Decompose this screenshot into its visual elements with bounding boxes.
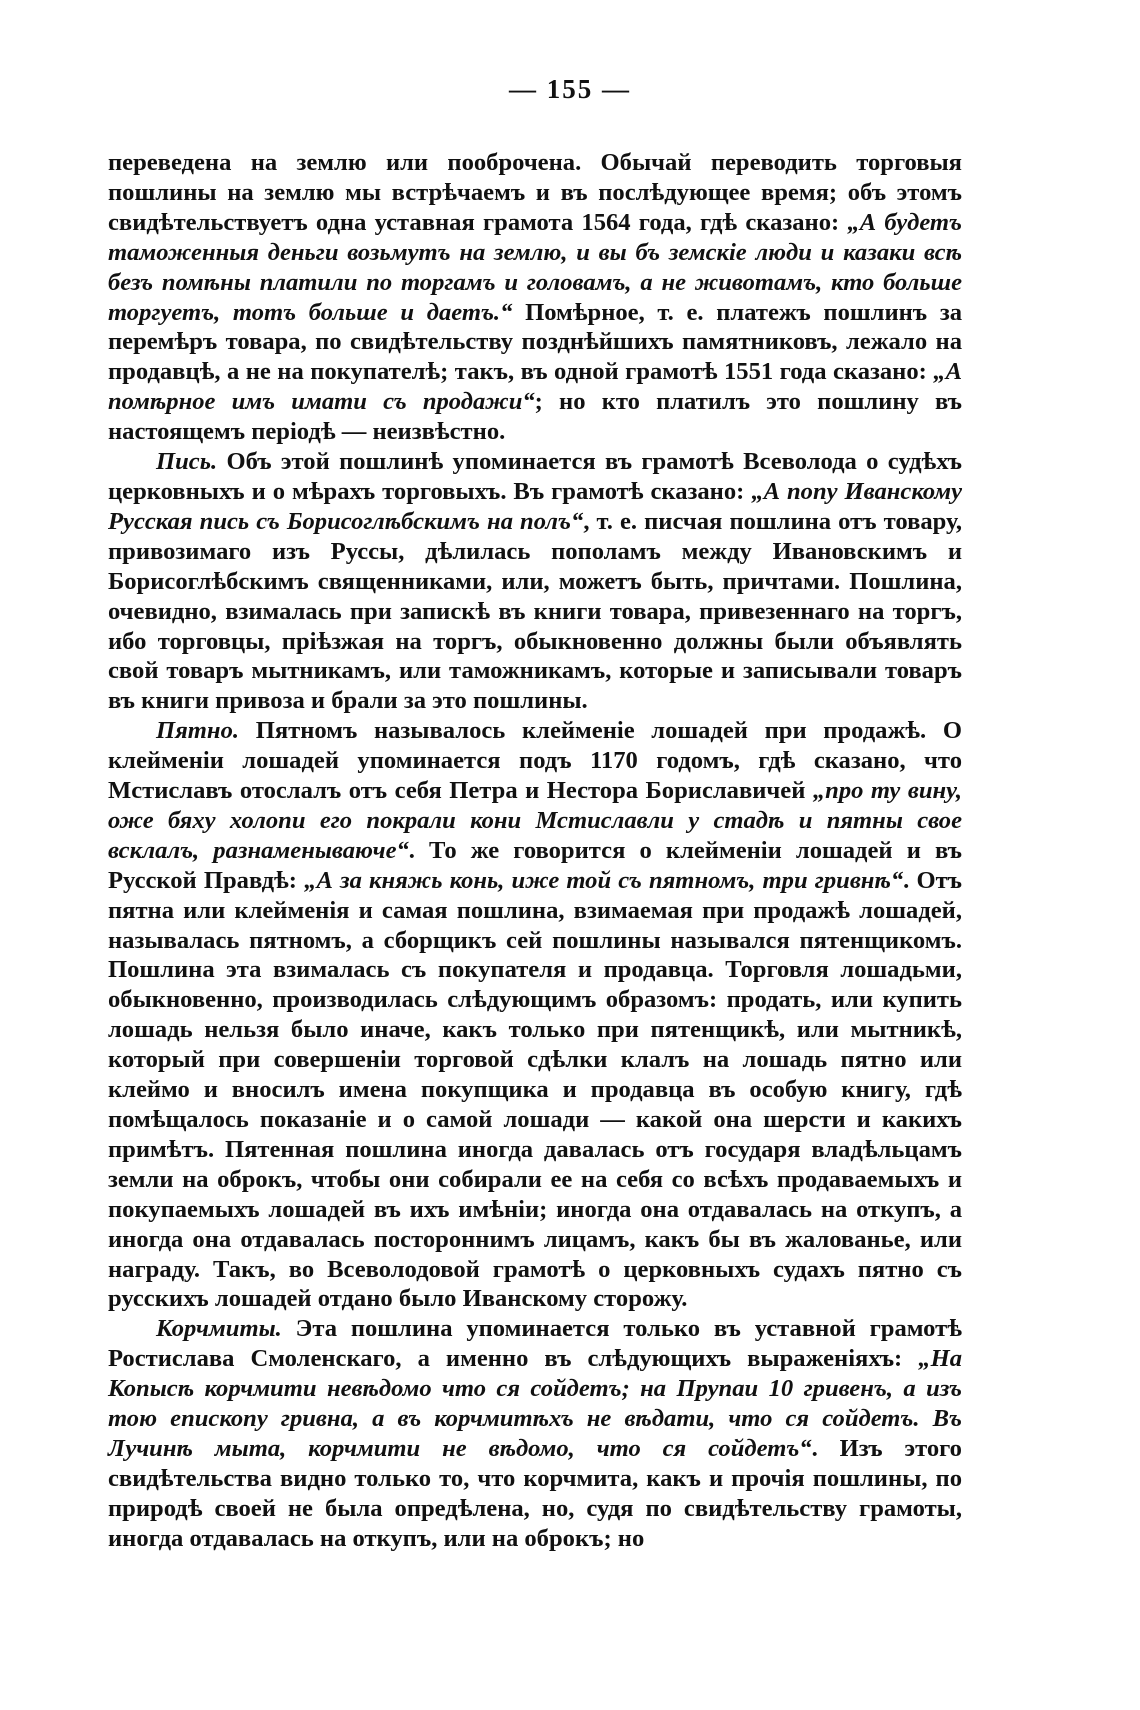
quotation: „А помѣрное имъ имати съ продажи“ <box>108 358 962 416</box>
body-text-run: Пятномъ называлось клейменіе лошадей при продажѣ. О клейменіи лошадей упоминается подъ 1170 годомъ, гдѣ сказано, что Мстиславъ отослалъ отъ себя Петра и Нестора Бориславичей <box>108 717 962 805</box>
paragraph <box>108 148 962 447</box>
body-text-run: Эта пошлина упоминается только въ уставной грамотѣ Ростислава Смоленскаго, а именно въ слѣдующихъ выраженіяхъ: <box>108 1315 962 1373</box>
section-term: Корчмиты. <box>156 1315 282 1343</box>
section-term: Пятно. <box>156 717 240 745</box>
quotation: „А за княжь конь, иже той съ пятномъ, три гривнѣ“ <box>304 866 904 894</box>
paragraph <box>108 447 962 716</box>
body-text-run: Объ этой пошлинѣ упоминается въ грамотѣ Всеволода о судѣхъ церковныхъ и о мѣрахъ торговыхъ. Въ грамотѣ сказано: <box>108 448 962 505</box>
body-text-run: . Изъ этого свидѣтельства видно только то, что корчмита, какъ и прочія пошлины, по природѣ своей не была опредѣлена, но, судя по свидѣтельству грамоты, иногда отдавалась на откупъ, или на оброкъ; но <box>108 1434 962 1552</box>
section-term: Пись. <box>156 448 218 476</box>
body-text-run: . Отъ пятна или клейменія и самая пошлина, взимаемая при продажѣ лошадей, называлась пятномъ, а сборщикъ сей пошлины назывался пятенщикомъ. Пошлина эта взималась съ покупателя и продавца. Торговля лошадьми, обыкновенно, производилась слѣдующимъ образомъ: продать, или купить лошадь нельзя было иначе, какъ только при пятенщикѣ, или мытникѣ, который при совершеніи торговой сдѣлки клалъ на лошадь пятно или клеймо и вносилъ имена покупщика и продавца въ особую книгу, гдѣ помѣщалось показаніе и о самой лошади — какой она шерсти и какихъ примѣтъ. Пятенная пошлина иногда давалась отъ государя владѣльцамъ земли на оброкъ, чтобы они собирали ее на себя со всѣхъ продаваемыхъ и покупаемыхъ лошадей въ ихъ имѣніи; иногда она отдавалась на откупъ, а иногда она отдавалась постороннимъ лицамъ, какъ бы въ жалованье, или награду. Такъ, во Всеволодовой грамотѣ о церковныхъ судахъ пятно съ русскихъ лошадей отдано было Иванскому сторожу. <box>108 866 962 1313</box>
paragraph <box>108 716 962 1314</box>
paragraph <box>108 1314 962 1553</box>
quotation: „А попу Иванскому Русская пись съ Борисоглѣбскимъ на полъ“ <box>108 477 962 535</box>
page-number: — 155 — <box>509 74 631 104</box>
body-text <box>108 148 962 1554</box>
body-text-run: , т. е. писчая пошлина отъ товару, привозимаго изъ Руссы, дѣлилась пополамъ между Ивановскимъ и Борисоглѣбскимъ священниками, или, можетъ быть, причтами. Пошлина, очевидно, взималась при запискѣ въ книги товара, привезеннаго на торгъ, ибо торговцы, пріѣзжая на торгъ, обыкновенно должны были объявлять свой товаръ мытникамъ, или таможникамъ, которые и записывали товаръ въ книги привоза и брали за это пошлины. <box>108 507 963 715</box>
body-text-run: . То же говорится о клейменіи лошадей и въ Русской Правдѣ: <box>108 836 962 894</box>
body-text-run: переведена на землю или пооброчена. Обычай переводить торговыя пошлины на землю мы встрѣчаемъ и въ послѣдующее время; объ этомъ свидѣтельствуетъ одна уставная грамота 1564 года, гдѣ сказано: <box>108 149 962 236</box>
quotation: „На Копысѣ корчмити невѣдомо что ся сойдетъ; на Прупаи 10 гривенъ, а изъ тою епископу гривна, а въ корчмитѣхъ не вѣдати, что ся сойдетъ. Въ Лучинѣ мыта, корчмити не вѣдомо, что ся сойдетъ“ <box>108 1345 962 1462</box>
quotation: „А будетъ таможенныя деньги возьмутъ на землю, и вы бъ земскіе люди и казаки всѣ безъ помѣны платили по торгамъ и головамъ, а не животамъ, кто больше торгуетъ, тотъ больше и даетъ.“ <box>108 208 962 326</box>
body-text-run: ; но кто платилъ это пошлину въ настоящемъ періодѣ — неизвѣстно. <box>108 388 962 446</box>
body-text-run: Помѣрное, т. е. платежъ пошлинъ за перемѣръ товара, по свидѣтельству позднѣйшихъ памятниковъ, лежало на продавцѣ, а не на покупателѣ; такъ, въ одной грамотѣ 1551 года сказано: <box>108 298 962 386</box>
quotation: „про ту вину, оже бяху холопи его покрали кони Мстиславли у стадѣ и пятны свое всклалъ, разнаменываюче“ <box>108 777 962 864</box>
